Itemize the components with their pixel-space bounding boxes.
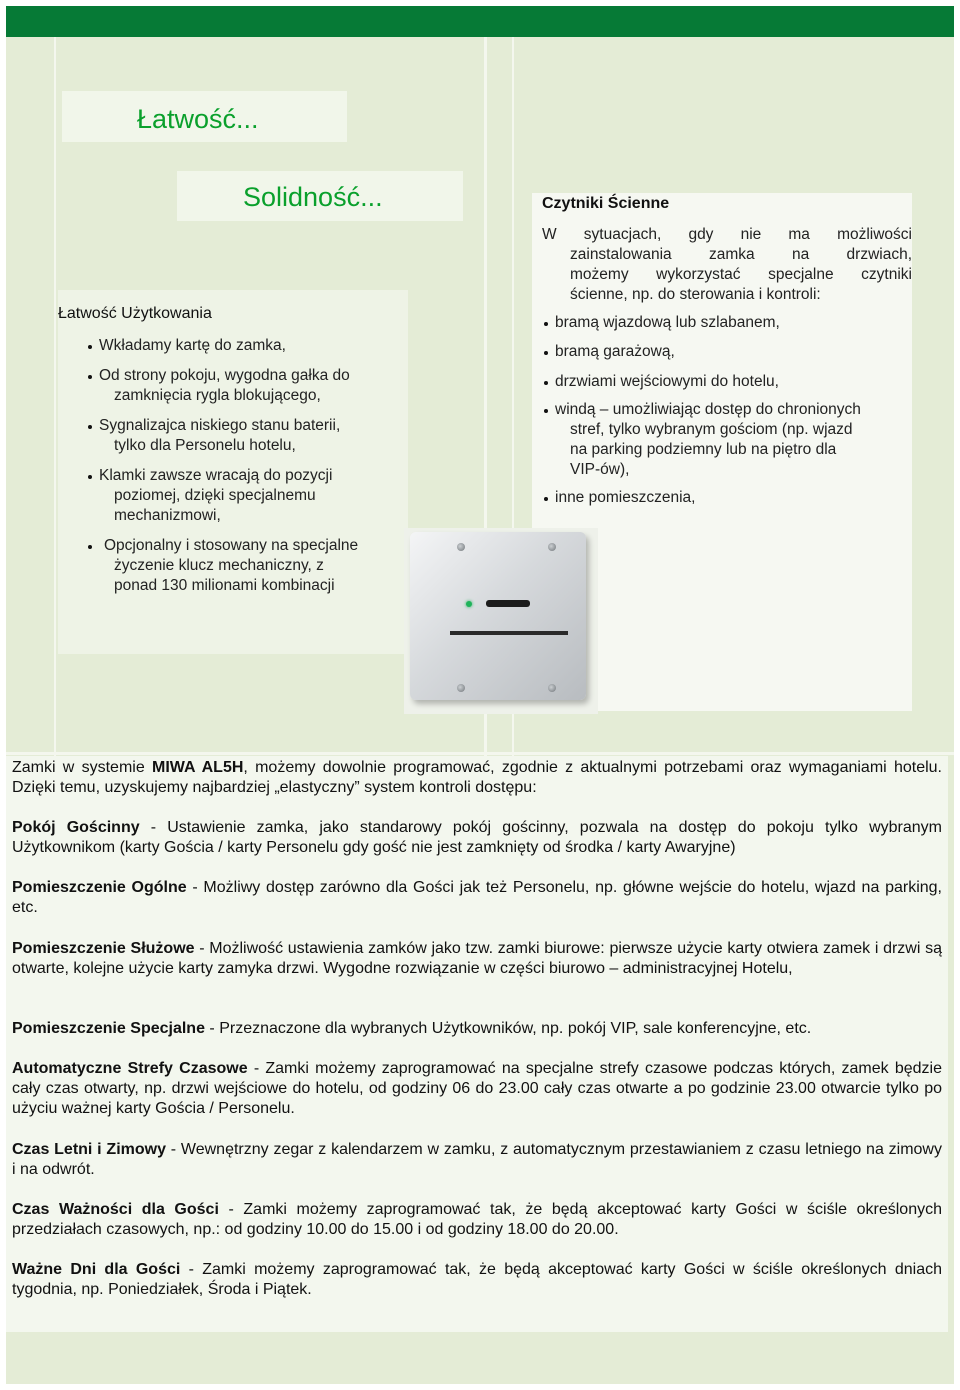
list-item: Od strony pokoju, wygodna gałka do zamknięcia rygla blokującego, (88, 366, 408, 416)
definition-time-zones: Automatyczne Strefy Czasowe - Zamki możemy zaprogramować na specjalne strefy czasowe podczas których, zamek będzie cały czas otwarty, np. drzwi wejściowe do hotelu, od godziny 06 do 23.00 cały czas otwarte a po godzinie 23.00 otwarcie tylko po użyciu ważnej karty Gościa / Personelu. (12, 1060, 943, 1117)
list-item: bramą garażową, (544, 342, 912, 372)
definition-guest-room: Pokój Gościnny - Ustawienie zamka, jako standarowy pokój gościnny, pozwala na dostęp do pokoju tylko wybranym Użytkownikom (karty Gościa / karty Personelu gdy gość nie jest zamknięty od środka / karty Awaryjne) (12, 819, 942, 856)
definition-guest-validity-time: Czas Ważności dla Gości - Zamki możemy zaprogramować tak, że będą akceptować karty Gości w ściśle określonych przedziałach czasowych, np.: od godziny 10.00 do 15.00 i od godziny 18.00 do 20.00. (12, 1201, 943, 1238)
bullet-icon (88, 475, 92, 479)
divider-line (6, 752, 954, 755)
screw-icon (457, 543, 465, 551)
definition-common-room: Pomieszczenie Ogólne - Możliwy dostęp zarówno dla Gości jak też Personelu, np. główne wejście do hotelu, wjazd na parking, etc. (12, 879, 942, 916)
card-slot (486, 600, 530, 607)
heading-latwosc: Łatwość... (137, 104, 259, 134)
wall-card-reader-image (404, 528, 598, 714)
reader-plate (410, 532, 586, 700)
list-item: windą – umożliwiając dostęp do chronionych stref, tylko wybranym gościom (np. wjazd na parking podziemny lub na piętro dla VIP-ów), (544, 400, 912, 488)
screw-icon (548, 543, 556, 551)
heading-latwosc-box (62, 91, 347, 142)
divider-line (54, 37, 56, 757)
wall-readers-intro: W sytuacjach, gdy nie ma możliwości zainstalowania zamka na drzwiach, możemy wykorzystać specjalne czytniki ścienne, np. do sterowania i kontroli: (542, 226, 912, 303)
list-item: inne pomieszczenia, (544, 488, 912, 510)
status-led-icon (466, 601, 472, 607)
features-section (6, 756, 948, 1332)
bullet-icon (544, 497, 548, 501)
definition-service-room: Pomieszczenie Służowe - Możliwość ustawienia zamków jako tzw. zamki biurowe: pierwsze użycie karty otwiera zamek i drzwi są otwarte, kolejne użycie karty zamyka drzwi. Wygodne rozwiązanie w części biurowo – administracyjnej Hotelu, (12, 940, 943, 977)
list-item: Klamki zawsze wracają do pozycji poziomej, dzięki specjalnemu mechanizmowi, (88, 466, 408, 536)
bullet-icon (544, 322, 548, 326)
list-item: Wkładamy kartę do zamka, (88, 336, 408, 366)
bullet-icon (88, 375, 92, 379)
intro-paragraph: Zamki w systemie MIWA AL5H, możemy dowolnie programować, zgodnie z aktualnymi potrzebami oraz wymaganiami hotelu. Dzięki temu, uzyskujemy najbardziej „elastyczny” system kontroli dostępu: (12, 759, 943, 796)
list-item: drzwiami wejściowymi do hotelu, (544, 372, 912, 400)
bullet-icon (88, 425, 92, 429)
screw-icon (548, 684, 556, 692)
card-swipe-slot (450, 631, 568, 635)
bullet-icon (544, 351, 548, 355)
ease-of-use-title: Łatwość Użytkowania (58, 305, 212, 322)
bullet-icon (88, 545, 92, 549)
bullet-icon (544, 409, 548, 413)
ease-of-use-list (88, 336, 408, 606)
list-item: Sygnalizajca niskiego stanu baterii, tylko dla Personelu hotelu, (88, 416, 408, 466)
wall-readers-list (544, 313, 912, 510)
screw-icon (457, 684, 465, 692)
bullet-icon (88, 345, 92, 349)
top-green-bar (6, 6, 954, 37)
bullet-icon (544, 381, 548, 385)
heading-solidnosc-box (177, 171, 463, 221)
list-item: bramą wjazdową lub szlabanem, (544, 313, 912, 342)
definition-summer-winter-time: Czas Letni i Zimowy - Wewnętrzny zegar z kalendarzem w zamku, z automatycznym przestawianiem z czasu letniego na zimowy i na odwrót. (12, 1141, 942, 1178)
definition-special-room: Pomieszczenie Specjalne - Przeznaczone dla wybranych Użytkowników, np. pokój VIP, sale konferencyjne, etc. (12, 1020, 812, 1037)
heading-solidnosc: Solidność... (243, 182, 383, 212)
definition-guest-valid-days: Ważne Dni dla Gości - Zamki możemy zaprogramować tak, że będą akceptować karty Gości w ściśle określonych dniach tygodnia, np. Poniedziałek, Środa i Piątek. (12, 1261, 943, 1298)
wall-readers-title: Czytniki Ścienne (542, 195, 670, 212)
list-item: Opcjonalny i stosowany na specjalne życzenie klucz mechaniczny, z ponad 130 milionami kombinacji (88, 536, 408, 606)
